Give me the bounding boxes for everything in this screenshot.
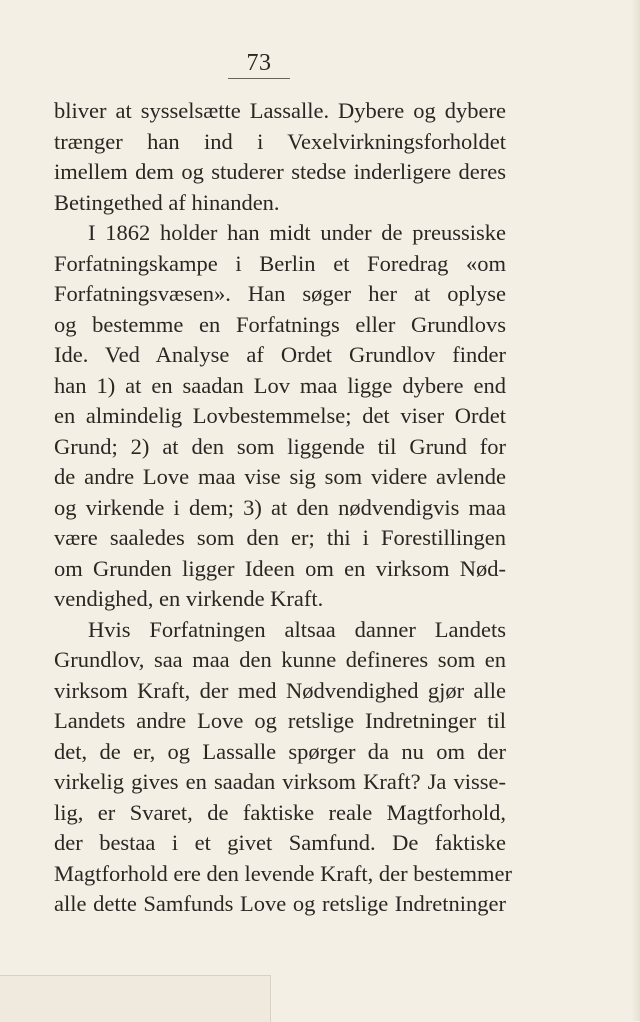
text-line: Landets andre Love og retslige Indretninger til (54, 708, 506, 733)
text-line: Forfatningsvæsen». Han søger her at oplyse (54, 281, 506, 306)
text-line: det, de er, og Lassalle spørger da nu om der (54, 738, 506, 764)
text-line: være saaledes som den er; thi i Forestillingen (54, 525, 506, 550)
text-line: Betingethed af hinanden. (54, 189, 280, 215)
text-line: om Grunden ligger Ideen om en virksom Nød- (54, 555, 506, 581)
page-edge-shadow (632, 0, 640, 1021)
text-line: imellem dem og studerer stedse inderligere deres (54, 159, 506, 184)
page-number: 73 (228, 50, 290, 79)
text-line: og virkende i dem; 3) at den nødvendigvis maa (54, 494, 506, 520)
text-line: alle dette Samfunds Love og retslige Indretninger (54, 891, 506, 916)
text-line: I 1862 holder han midt under de preussiske (88, 220, 506, 245)
text-line: og bestemme en Forfatnings eller Grundlovs (54, 311, 506, 337)
text-line: virkelig gives en saadan virksom Kraft? Ja visse- (54, 769, 506, 794)
text-line: trænger han ind i Vexelvirkningsforholdet (54, 128, 506, 154)
text-line: Ide. Ved Analyse af Ordet Grundlov finder (54, 342, 506, 367)
text-line: Magtforhold ere den levende Kraft, der bestemmer (54, 860, 512, 886)
text-line: Grund; 2) at den som liggende til Grund for (54, 433, 506, 459)
text-line: virksom Kraft, der med Nødvendighed gjør alle (54, 677, 506, 703)
text-line: Grundlov, saa maa den kunne defineres som en (54, 647, 506, 672)
text-line: Hvis Forfatningen altsaa danner Landets (88, 616, 506, 642)
text-line: han 1) at en saadan Lov maa ligge dybere end (54, 372, 506, 398)
text-line: der bestaa i et givet Samfund. De faktiske (54, 830, 506, 855)
text-line: en almindelig Lovbestemmelse; det viser Ordet (54, 403, 506, 428)
text-line: Forfatningskampe i Berlin et Foredrag «om (54, 250, 506, 276)
text-line: vendighed, en virkende Kraft. (54, 586, 324, 611)
body-text (54, 96, 512, 920)
text-line: lig, er Svaret, de faktiske reale Magtforhold, (54, 799, 506, 825)
scan-edge-mark (0, 975, 271, 1022)
text-line: bliver at sysselsætte Lassalle. Dybere og dybere (54, 98, 506, 123)
text-line: de andre Love maa vise sig som videre avlende (54, 464, 506, 489)
